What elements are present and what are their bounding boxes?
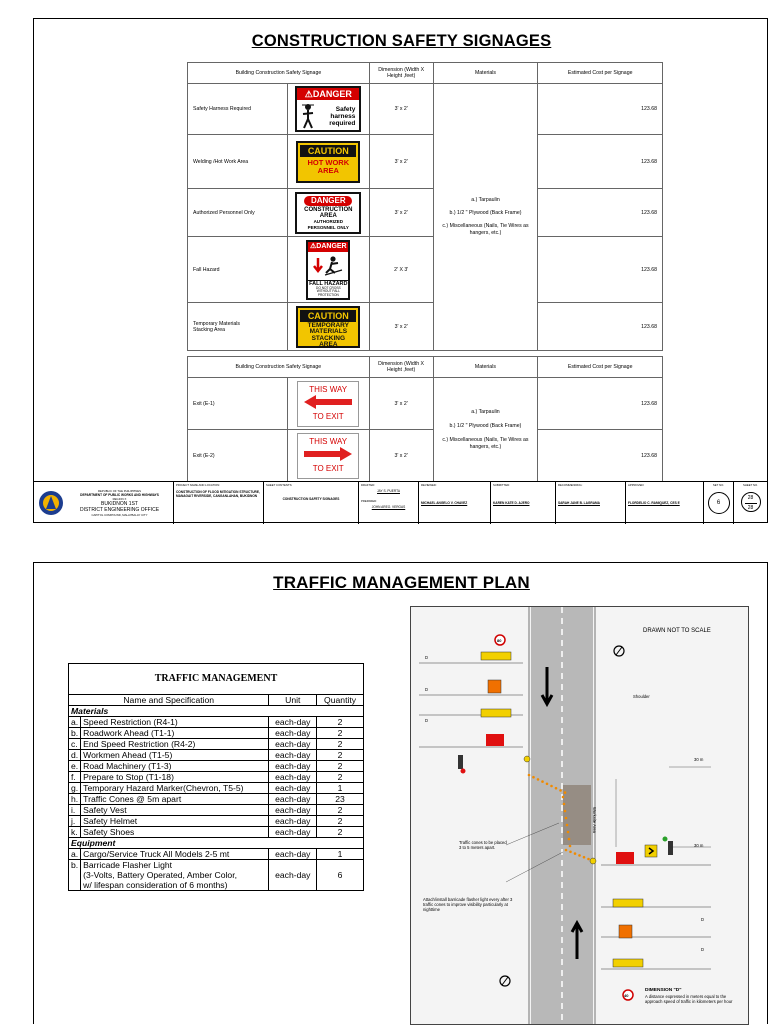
agency-line: DEPARTMENT OF PUBLIC WORKS AND HIGHWAYS [80,493,159,497]
exit-sign [297,433,359,479]
traffic-cone [569,845,572,848]
signage-name: Authorized Personnel Only [188,189,288,237]
traffic-cone [566,824,569,827]
dimension-cell: 3' x 2' [369,303,433,351]
material-item: b.) 1/2 " Plywood (Back Frame) [449,422,522,429]
sign-header: CAUTION [300,310,356,322]
table-row [69,794,364,805]
shoulder-label: Shoulder [633,694,650,699]
sign-text: required [329,119,356,127]
prepared-name: JOHN AREO. VERGAS [371,505,406,509]
cost-cell: 123.68 [538,84,663,135]
row-unit: each-day [269,717,317,728]
sheet-no-label: SHEET NO. [742,483,759,487]
row-letter: a. [69,849,81,860]
scale-note: DRAWN NOT TO SCALE [643,628,711,634]
sign-image-safety-harness [287,84,369,135]
col-header-signage: Building Construction Safety Signage [188,63,370,84]
worksite-area [563,785,591,845]
sign-text: STACKING [311,334,346,342]
project-cell [174,482,264,524]
row-unit: each-day [269,794,317,805]
worksite-label: Worksite Area [592,807,597,833]
row-qty: 2 [317,772,364,783]
sheet-contents: CONSTRUCTION SAFETY SIGNAGES [282,497,340,501]
traffic-management-table [68,663,364,891]
traffic-cone [546,783,549,786]
row-name: Temporary Hazard Marker(Chevron, T5-5) [81,783,269,794]
danger-sign [306,240,350,300]
row-qty: 2 [317,761,364,772]
row-unit: each-day [269,849,317,860]
cost-cell: 123.68 [538,430,663,482]
d-label: D [425,655,429,660]
row-unit: each-day [269,761,317,772]
submitted-cell [491,482,556,524]
drafted-label: DRAFTED: [361,483,375,487]
table-caption: TRAFFIC MANAGEMENT [69,664,364,695]
sign-image-authorized [287,189,369,237]
table-row [188,189,663,237]
traffic-layout-diagram [410,606,749,1025]
recommending-cell [556,482,626,524]
sign-text: harness [330,112,356,120]
table-row [188,303,663,351]
dimension-desc: A distance expressed in meters equal to the approach speed of traffic in kilometers per hour [645,994,733,1004]
sign-text: AUTHORIZED [313,218,344,224]
approved-name: FLORDELIO C. RAMIQUEZ, CES E [628,501,680,505]
row-name: End Speed Restriction (R4-2) [81,739,269,750]
cost-cell: 123.68 [538,135,663,189]
row-qty: 2 [317,728,364,739]
signage-name: Welding /Hot Work Area [188,135,288,189]
row-letter: j. [69,816,81,827]
row-name: Cargo/Service Truck All Models 2-5 mt [81,849,269,860]
row-letter: c. [69,739,81,750]
sheet-contents-cell [264,482,359,524]
sign-image-stacking [287,303,369,351]
distance-label: 30 m [694,757,704,762]
row-letter: h. [69,794,81,805]
traffic-management-sheet [33,562,768,1024]
signage-name: Exit (E-1) [188,378,288,430]
traffic-cone [569,851,572,854]
materials-rows [69,717,364,838]
traffic-cone [550,785,553,788]
dpwh-seal-icon [38,490,64,516]
col-header-cost: Estimated Cost per Signage [538,357,663,378]
row-qty: 2 [317,739,364,750]
material-item: a.) Tarpaulin [471,408,500,415]
row-unit: each-day [269,816,317,827]
road-plan-drawing [411,607,748,1024]
row-letter: d. [69,750,81,761]
row-unit: each-day [269,772,317,783]
sign-text: TO EXIT [312,463,344,473]
row-letter: i. [69,805,81,816]
material-item: c.) Miscellaneous (Nails, Tie Wires as hangers, etc.) [442,436,529,450]
traffic-cone [587,858,590,861]
row-name-detail: w/ lifespan consideration of 6 months) [83,880,228,890]
materials-cell [433,84,538,351]
flasher-note: Attach/install barricade flasher light every after 3 traffic cones to improve visibility particularly at nighttime [423,897,513,912]
row-letter: b. [69,728,81,739]
table-row [69,849,364,860]
recommending-name: SARAH JANE B. LAGRAMA [558,501,600,505]
agency-line: DISTRICT ENGINEERING OFFICE [79,507,160,513]
traffic-cone [555,787,558,790]
reviewed-label: REVIEWED: [421,483,437,487]
col-header-cost: Estimated Cost per Signage [538,63,663,84]
row-letter: f. [69,772,81,783]
signage-name: Fall Hazard [188,237,288,303]
sign-header: DANGER [312,89,352,99]
sheet-title: TRAFFIC MANAGEMENT PLAN [273,573,530,592]
table-row [69,860,364,891]
table-row [188,135,663,189]
danger-sign [295,86,361,132]
dimension-cell: 3' x 2' [369,430,433,482]
row-unit: each-day [269,860,317,891]
row-name: Prepare to Stop (T1-18) [81,772,269,783]
prepared-label: PREPARED: [361,499,377,503]
col-header-quantity: Quantity [317,695,364,706]
exit-signage-table [187,356,663,482]
row-qty: 2 [317,805,364,816]
flasher-light-icon [590,858,596,864]
dimension-title: DIMENSION "D" [645,988,682,993]
row-qty: 6 [317,860,364,891]
table-row [69,750,364,761]
row-qty: 1 [317,849,364,860]
col-header-unit: Unit [269,695,317,706]
agency-line: REGION X [112,497,127,501]
table-row [69,805,364,816]
cost-cell: 123.68 [538,189,663,237]
row-letter: e. [69,761,81,772]
traffic-cone [564,810,567,813]
materials-section-label: Materials [69,706,364,717]
d-label: D [425,718,429,723]
dimension-cell: 2' X 3' [369,237,433,303]
arrow-right-icon [302,446,354,462]
row-name: Traffic Cones @ 5m apart [81,794,269,805]
row-name: Safety Helmet [81,816,269,827]
agency-line: REPUBLIC OF THE PHILIPPINES [97,489,141,493]
recommending-label: RECOMMENDING: [558,483,583,487]
table-row [69,827,364,838]
submitted-name: KAREN KATE D. AJERO [493,501,530,505]
row-name: Speed Restriction (R4-1) [81,717,269,728]
table-row [69,761,364,772]
title-block [34,481,767,524]
col-header-dimension: Dimension (Width X Height ,feet) [369,357,433,378]
row-name-detail: (3-Volts, Battery Operated, Amber Color, [83,870,237,880]
safety-signage-table [187,62,663,351]
traffic-cone [532,776,535,779]
traffic-cone [559,789,562,792]
row-unit: each-day [269,728,317,739]
cone-note: Traffic cones to be placed 3 to 5 meters apart. [459,840,507,850]
traffic-cone [528,774,531,777]
table-row [69,816,364,827]
traffic-cone [583,856,586,859]
row-unit: each-day [269,783,317,794]
caution-sign [296,141,360,183]
d-label: D [701,917,705,922]
table-row [69,728,364,739]
row-qty: 1 [317,783,364,794]
sign-text: CONSTRUCTION [304,206,353,213]
traffic-cone [541,780,544,783]
sign-text: PERSONNEL ONLY [307,224,349,230]
sign-text: THIS WAY [309,384,348,394]
row-qty: 2 [317,816,364,827]
flagman-icon [458,755,463,769]
col-header-dimension: Dimension (Width X Height ,feet) [369,63,433,84]
materials-cell [433,378,538,482]
right-sign-posts [601,845,711,1000]
dimension-cell: 3' x 2' [369,135,433,189]
row-letter: k. [69,827,81,838]
sign-text: AREA [319,341,338,348]
sign-header: DANGER [304,196,352,206]
row-name: Road Machinery (T1-3) [81,761,269,772]
sign-text: TEMPORARY [307,321,349,329]
traffic-cone [564,791,567,794]
row-unit: each-day [269,805,317,816]
row-qty: 23 [317,794,364,805]
sign-text: DO NOT CROSS WITHOUT FALL PROTECTION [316,285,341,297]
reviewed-name: MICHAEL ANGELO V. CHAVEZ [421,501,468,505]
dimension-cell: 3' x 2' [369,378,433,430]
sign-text: AREA [319,212,337,219]
sign-text: AREA [317,165,339,175]
cost-cell: 123.68 [538,378,663,430]
d-label: D [425,687,429,692]
harness-worker-icon [300,103,316,129]
sign-image-hot-work [287,135,369,189]
speed-limit-sign: 40 [624,993,629,998]
traffic-cone [562,796,565,799]
safety-signage-sheet [33,18,768,523]
table-row [69,772,364,783]
distance-label: 30 m [694,843,704,848]
flasher-light-icon [524,756,530,762]
traffic-cone [568,838,571,841]
cost-cell: 123.68 [538,303,663,351]
row-unit: each-day [269,739,317,750]
cost-cell: 123.68 [538,237,663,303]
row-name: Safety Vest [81,805,269,816]
row-letter: g. [69,783,81,794]
col-header-materials: Materials [433,357,538,378]
table-row [188,430,663,482]
table-row [188,378,663,430]
sign-header: DANGER [316,242,347,250]
signage-name: Safety Harness Required [188,84,288,135]
sign-text: MATERIALS [309,328,348,335]
material-item: a.) Tarpaulin [471,197,500,203]
row-name: Safety Shoes [81,827,269,838]
submitted-label: SUBMITTED: [493,483,510,487]
sign-text: HOT WORK [307,157,350,167]
row-name: Barricade Flasher Light [83,860,173,870]
drafted-name: JAY S. PUERTA [377,489,400,493]
arrow-left-icon [302,394,354,410]
row-qty: 2 [317,717,364,728]
row-unit: each-day [269,750,317,761]
row-qty: 2 [317,827,364,838]
row-letter: a. [69,717,81,728]
sign-text: Safety [335,105,356,113]
set-no: 6 [708,492,730,514]
row-letter: b. [69,860,81,891]
table-row [188,84,663,135]
falling-person-icon [313,254,343,278]
sign-text: FALL HAZARD [309,280,348,287]
sign-image-fall-hazard [287,237,369,303]
agency-line: CAPITOL COMPOUND, MALAYBALAY CITY [91,513,148,517]
sign-text: THIS WAY [309,436,348,446]
table-row [188,237,663,303]
danger-sign [295,192,361,234]
traffic-cone [574,852,577,855]
sheet-contents-label: SHEET CONTENTS: [266,483,293,487]
drafted-cell [359,482,419,524]
flagman-icon [668,841,673,855]
dimension-cell: 3' x 2' [369,189,433,237]
sheet-total: 28 [747,505,754,511]
sign-image-exit-right [287,430,369,482]
row-qty: 2 [317,750,364,761]
sheet-title: CONSTRUCTION SAFETY SIGNAGES [251,32,552,50]
traffic-cone [537,778,540,781]
speed-limit-sign: 80 [497,638,502,643]
traffic-cone [565,817,568,820]
sign-header: CAUTION [300,145,356,157]
row-unit: each-day [269,827,317,838]
equipment-section-label: Equipment [69,838,364,849]
signage-name: Temporary Materials Stacking Area [188,303,288,351]
project-label: PROJECT NAME AND LOCATION: [176,483,221,487]
sheet-no: 28 [745,494,757,504]
reviewed-cell [419,482,491,524]
row-name: Roadwork Ahead (T1-1) [81,728,269,739]
d-label: D [701,947,705,952]
traffic-cone [578,854,581,857]
material-item: c.) Miscellaneous (Nails, Tie Wires as hangers, etc.) [442,223,529,236]
sheet-no-cell [734,482,767,524]
agency-cell [34,482,174,524]
set-no-label: SET NO. [712,483,725,487]
sign-image-exit-left [287,378,369,430]
table-row [69,717,364,728]
caution-sign [296,306,360,348]
col-header-name: Name and Specification [69,695,269,706]
sign-text: TO EXIT [312,411,344,421]
table-row [69,783,364,794]
warning-triangle-icon: ⚠ [310,242,317,250]
traffic-cone [565,849,568,852]
col-header-signage: Building Construction Safety Signage [188,357,370,378]
row-name: Workmen Ahead (T1-5) [81,750,269,761]
exit-sign [297,381,359,427]
dimension-cell: 3' x 2' [369,84,433,135]
traffic-cone [563,803,566,806]
project-name: CONSTRUCTION OF FLOOD MITIGATION STRUCTURE, MANAGAIT RIVERSIDE, CANGANLAHAN, BUKIDNON [176,490,260,498]
set-no-cell [704,482,734,524]
col-header-materials: Materials [433,63,538,84]
approved-cell [626,482,704,524]
signage-name: Exit (E-2) [188,430,288,482]
left-sign-posts [419,635,523,747]
material-item: b.) 1/2 " Plywood (Back Frame) [449,210,522,216]
agency-line: BUKIDNON 1ST [101,501,138,507]
table-row [69,739,364,750]
warning-triangle-icon: ⚠ [304,89,313,99]
traffic-cone [567,831,570,834]
approved-label: APPROVED: [628,483,645,487]
